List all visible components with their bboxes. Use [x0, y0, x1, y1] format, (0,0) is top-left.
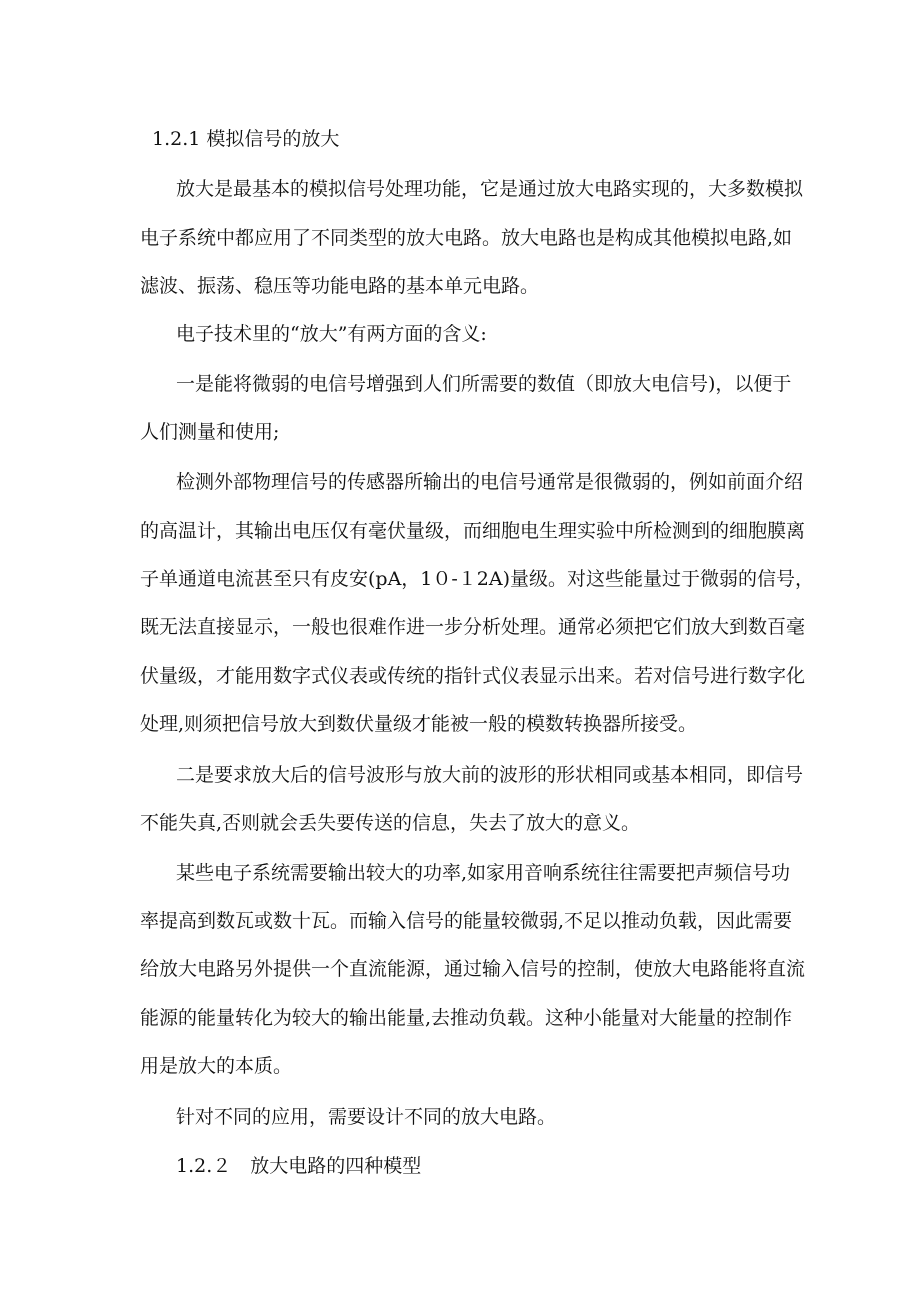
paragraph-4-line-5: 伏量级，才能用数字式仪表或传统的指针式仪表显示出来。若对信号进行数字化: [140, 665, 806, 687]
paragraph-3-line-1: 一是能将微弱的电信号增强到人们所需要的数值（即放大电信号)，以便于: [176, 373, 792, 395]
paragraph-4-line-3: 子单通道电流甚至只有皮安(pA，1０-１2A)量级。对这些能量过于微弱的信号，: [140, 568, 815, 590]
paragraph-5-line-2: 不能失真,否则就会丢失要传送的信息，失去了放大的意义。: [140, 812, 641, 834]
paragraph-3-line-2: 人们测量和使用;: [140, 421, 280, 443]
section-heading-1-2-2: 1.2.２ 放大电路的四种模型: [176, 1155, 422, 1177]
paragraph-6-line-5: 用是放大的本质。: [140, 1055, 293, 1077]
paragraph-1-line-1: 放大是最基本的模拟信号处理功能，它是通过放大电路实现的，大多数模拟: [176, 178, 804, 200]
paragraph-2-line-1: 电子技术里的“放大”有两方面的含义:: [176, 323, 487, 345]
paragraph-4-line-2: 的高温计，其输出电压仅有毫伏量级，而细胞电生理实验中所检测到的细胞膜离: [140, 520, 806, 542]
paragraph-6-line-1: 某些电子系统需要输出较大的功率,如家用音响系统往往需要把声频信号功: [176, 862, 791, 884]
section-heading-1-2-1: 1.2.1 模拟信号的放大: [152, 128, 340, 150]
paragraph-7-line-1: 针对不同的应用，需要设计不同的放大电路。: [176, 1106, 557, 1128]
paragraph-1-line-3: 滤波、振荡、稳压等功能电路的基本单元电路。: [140, 275, 540, 297]
paragraph-6-line-4: 能源的能量转化为较大的输出能量,去推动负载。这种小能量对大能量的控制作: [140, 1007, 793, 1029]
paragraph-6-line-2: 率提高到数瓦或数十瓦。而输入信号的能量较微弱,不足以推动负载，因此需要: [140, 910, 793, 932]
paragraph-5-line-1: 二是要求放大后的信号波形与放大前的波形的形状相同或基本相同，即信号: [176, 764, 804, 786]
paragraph-1-line-2: 电子系统中都应用了不同类型的放大电路。放大电路也是构成其他模拟电路,如: [140, 227, 793, 249]
paragraph-6-line-3: 给放大电路另外提供一个直流能源，通过输入信号的控制，使放大电路能将直流: [140, 958, 806, 980]
paragraph-4-line-4: 既无法直接显示，一般也很难作进一步分析处理。通常必须把它们放大到数百毫: [140, 616, 806, 638]
paragraph-4-line-6: 处理,则须把信号放大到数伏量级才能被一般的模数转换器所接受。: [140, 713, 698, 735]
paragraph-4-line-1: 检测外部物理信号的传感器所输出的电信号通常是很微弱的，例如前面介绍: [176, 471, 804, 493]
